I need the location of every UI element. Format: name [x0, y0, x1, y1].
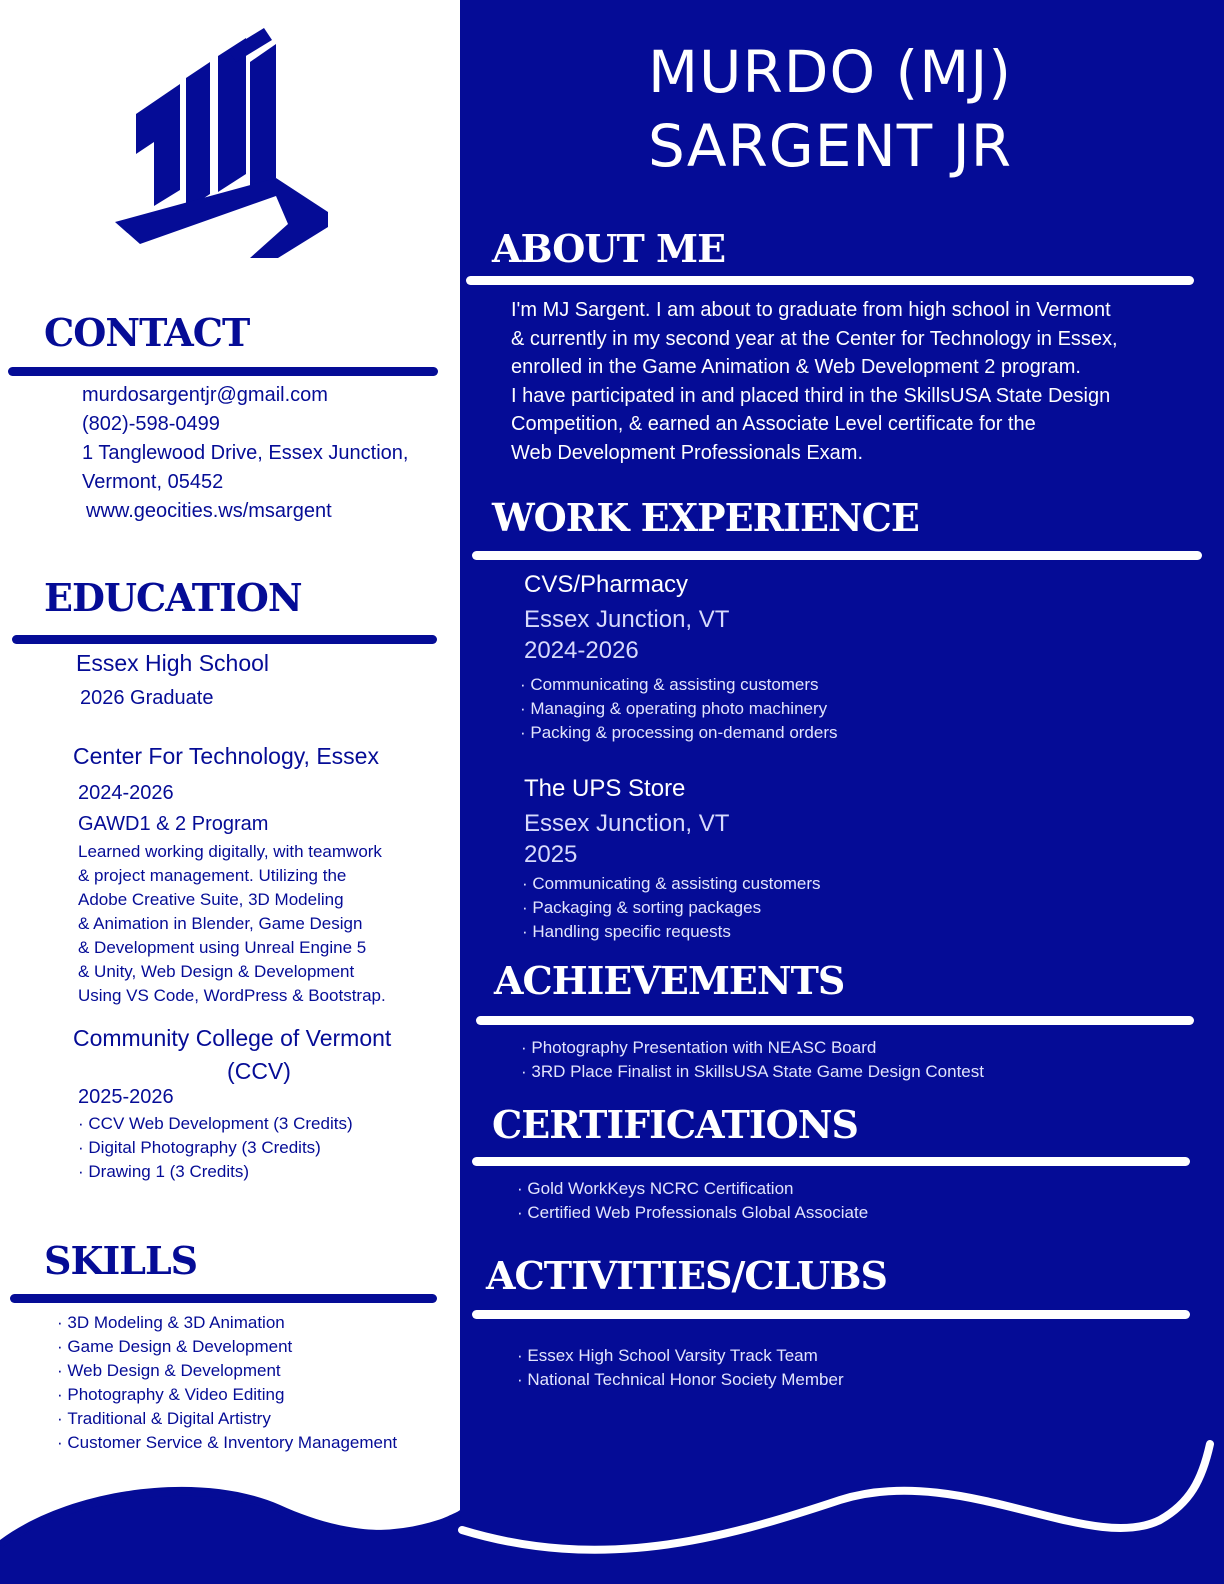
about-line: & currently in my second year at the Center for Technology in Essex, — [511, 327, 1118, 350]
about-line: I have participated in and placed third in the SkillsUSA State Design — [511, 384, 1111, 407]
name-line-1: MURDO (MJ) — [648, 38, 1012, 106]
list-item: · Photography Presentation with NEASC Board — [521, 1036, 984, 1060]
school-name: Center For Technology, Essex — [73, 743, 379, 769]
list-item: · Communicating & assisting customers — [522, 872, 821, 896]
description-line: Using VS Code, WordPress & Bootstrap. — [78, 986, 386, 1005]
about-line: I'm MJ Sargent. I am about to graduate from high school in Vermont — [511, 299, 1111, 321]
list-item: · Managing & operating photo machinery — [520, 697, 838, 721]
contact-phone[interactable]: (802)-598-0499 — [82, 413, 220, 435]
school-detail: 2026 Graduate — [80, 687, 214, 709]
list-item: · Game Design & Development — [57, 1335, 397, 1359]
contact-website[interactable]: www.geocities.ws/msargent — [86, 500, 332, 522]
description-line: Learned working digitally, with teamwork — [78, 842, 382, 861]
description-line: & Animation in Blender, Game Design — [78, 914, 363, 933]
list-item: · 3D Modeling & 3D Animation — [57, 1311, 397, 1335]
list-item: · Photography & Video Editing — [57, 1383, 397, 1407]
list-item: · Traditional & Digital Artistry — [57, 1407, 397, 1431]
list-item: · Customer Service & Inventory Management — [57, 1431, 397, 1455]
list-item: · Handling specific requests — [522, 920, 821, 944]
certifications-heading: CERTIFICATIONS — [492, 1102, 858, 1147]
list-item: · Essex High School Varsity Track Team — [517, 1344, 844, 1368]
job-location: Essex Junction, VT — [524, 810, 730, 837]
list-item: · Digital Photography (3 Credits) — [78, 1136, 353, 1160]
school-years: 2025-2026 — [78, 1086, 174, 1108]
name-line-2: SARGENT JR — [647, 112, 1013, 180]
list-item: · National Technical Honor Society Member — [517, 1368, 844, 1392]
school-name: Community College of Vermont — [73, 1025, 392, 1051]
achievements-heading: ACHIEVEMENTS — [494, 958, 845, 1003]
contact-heading: CONTACT — [44, 310, 250, 355]
activities-heading: ACTIVITIES/CLUBS — [486, 1253, 887, 1298]
about-line: Web Development Professionals Exam. — [511, 441, 864, 464]
description-line: & project management. Utilizing the — [78, 866, 347, 885]
school-program: GAWD1 & 2 Program — [78, 813, 269, 835]
list-item: · Gold WorkKeys NCRC Certification — [517, 1177, 868, 1201]
school-years: 2024-2026 — [78, 782, 174, 804]
job-years: 2024-2026 — [524, 637, 639, 664]
job-location: Essex Junction, VT — [524, 606, 730, 633]
about-line: enrolled in the Game Animation & Web Development 2 program. — [511, 356, 1081, 378]
about-heading: ABOUT ME — [492, 226, 726, 271]
list-item: · Certified Web Professionals Global Associate — [517, 1201, 868, 1225]
work-heading: WORK EXPERIENCE — [492, 495, 919, 540]
description-line: & Unity, Web Design & Development — [78, 962, 355, 981]
skills-heading: SKILLS — [44, 1238, 198, 1283]
list-item: · CCV Web Development (3 Credits) — [78, 1112, 353, 1136]
job-years: 2025 — [524, 841, 578, 868]
job-company: CVS/Pharmacy — [524, 571, 689, 598]
list-item: · Drawing 1 (3 Credits) — [78, 1160, 353, 1184]
list-item: · Web Design & Development — [57, 1359, 397, 1383]
description-line: & Development using Unreal Engine 5 — [78, 938, 367, 957]
job-company: The UPS Store — [524, 775, 686, 802]
about-line: Competition, & earned an Associate Level certificate for the — [511, 413, 1036, 435]
list-item: · Packaging & sorting packages — [522, 896, 821, 920]
education-heading: EDUCATION — [44, 575, 302, 620]
list-item: · Packing & processing on-demand orders — [520, 721, 838, 745]
list-item: · 3RD Place Finalist in SkillsUSA State Game Design Contest — [521, 1060, 984, 1084]
contact-address-line-1: 1 Tanglewood Drive, Essex Junction, — [82, 442, 409, 464]
contact-email[interactable]: murdosargentjr@gmail.com — [82, 384, 328, 406]
school-name: Essex High School — [76, 650, 270, 676]
list-item: · Communicating & assisting customers — [520, 673, 838, 697]
school-name-line-2: (CCV) — [227, 1058, 291, 1084]
description-line: Adobe Creative Suite, 3D Modeling — [78, 890, 344, 909]
contact-address-line-2: Vermont, 05452 — [82, 471, 224, 493]
